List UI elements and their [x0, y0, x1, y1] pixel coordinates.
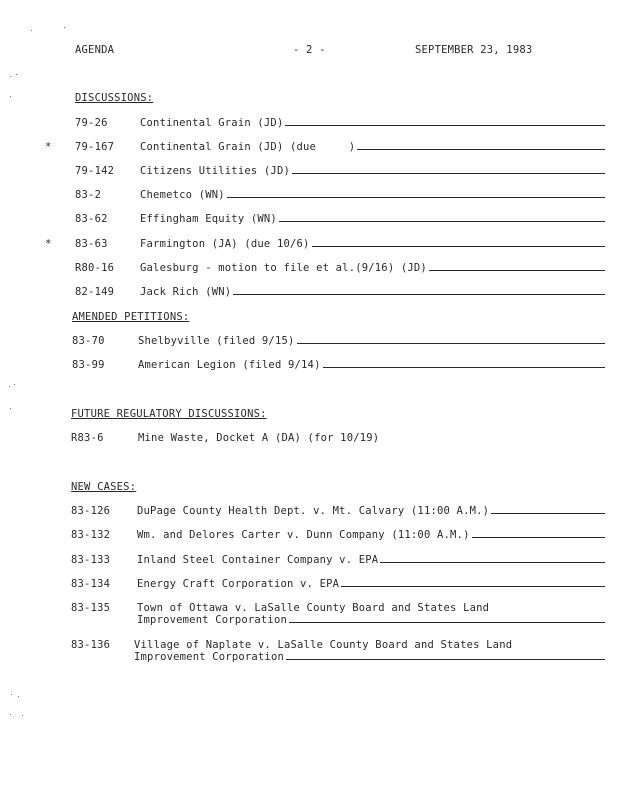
item-text: Continental Grain (JD) — [140, 117, 284, 129]
docket-number: 83-132 — [71, 529, 111, 541]
list-item — [0, 335, 618, 351]
section-title-discussions: DISCUSSIONS: — [75, 92, 154, 104]
docket-number: 79-26 — [75, 117, 108, 129]
item-text: Citizens Utilities (JD) — [140, 165, 290, 177]
item-text: American Legion (filed 9/14) — [138, 359, 321, 371]
scan-speck — [11, 694, 12, 695]
item-text: Continental Grain (JD) (due ) — [140, 141, 356, 153]
list-item — [0, 529, 618, 545]
scan-speck — [14, 384, 15, 385]
header-date: SEPTEMBER 23, 1983 — [415, 44, 533, 56]
docket-number: 83-99 — [72, 359, 105, 371]
blank-line — [297, 342, 605, 344]
list-item — [0, 189, 618, 205]
priority-marker: * — [45, 141, 52, 153]
docket-number: 83-126 — [71, 505, 111, 517]
docket-number: 83-62 — [75, 213, 108, 225]
item-text-continued: Improvement Corporation — [137, 614, 287, 626]
docket-number: 79-167 — [75, 141, 115, 153]
scan-speck — [31, 30, 32, 31]
blank-line — [312, 245, 605, 247]
docket-number: 79-142 — [75, 165, 115, 177]
blank-line — [286, 658, 605, 660]
blank-line — [429, 269, 605, 271]
item-text: Town of Ottawa v. LaSalle County Board and States Land — [137, 602, 490, 614]
blank-line — [233, 293, 605, 295]
docket-number: 83-135 — [71, 602, 111, 614]
list-item — [0, 262, 618, 278]
blank-line — [292, 172, 605, 174]
scan-speck — [9, 386, 10, 387]
section-title-new-cases: NEW CASES: — [71, 481, 137, 493]
scan-speck — [22, 715, 23, 716]
section-title-future-regulatory: FUTURE REGULATORY DISCUSSIONS: — [71, 408, 267, 420]
scan-speck — [10, 714, 11, 715]
scan-speck — [18, 696, 19, 697]
docket-number: 83-136 — [71, 639, 111, 651]
item-text: Chemetco (WN) — [140, 189, 225, 201]
list-item — [0, 238, 618, 254]
scan-speck — [10, 96, 11, 97]
docket-number: 83-70 — [72, 335, 105, 347]
docket-number: R83-6 — [71, 432, 104, 444]
list-item — [0, 578, 618, 594]
blank-line — [380, 561, 605, 563]
list-item — [0, 286, 618, 302]
list-item — [0, 213, 618, 229]
blank-line — [341, 585, 605, 587]
item-text: Village of Naplate v. LaSalle County Board and States Land — [134, 639, 513, 651]
header-page-number: - 2 - — [293, 44, 326, 56]
priority-marker: * — [45, 238, 52, 250]
blank-line — [279, 220, 605, 222]
item-text: DuPage County Health Dept. v. Mt. Calvary (11:00 A.M.) — [137, 505, 490, 517]
item-text: Wm. and Delores Carter v. Dunn Company (11:00 A.M.) — [137, 529, 470, 541]
scan-speck — [64, 27, 65, 28]
blank-line — [289, 621, 605, 623]
header-left: AGENDA — [75, 44, 115, 56]
blank-line — [491, 512, 605, 514]
blank-line — [472, 536, 605, 538]
list-item — [0, 505, 618, 521]
item-text-continued: Improvement Corporation — [134, 651, 284, 663]
section-title-amended-petitions: AMENDED PETITIONS: — [72, 311, 190, 323]
docket-number: R80-16 — [75, 262, 115, 274]
scan-speck — [10, 408, 11, 409]
docket-number: 83-134 — [71, 578, 111, 590]
list-item — [0, 141, 618, 157]
blank-line — [227, 196, 605, 198]
item-text: Inland Steel Container Company v. EPA — [137, 554, 379, 566]
scan-speck — [10, 76, 11, 77]
docket-number: 83-2 — [75, 189, 102, 201]
blank-line — [357, 148, 605, 150]
item-text: Energy Craft Corporation v. EPA — [137, 578, 340, 590]
list-item — [0, 639, 618, 669]
list-item — [0, 165, 618, 181]
scan-speck — [16, 74, 17, 75]
docket-number: 83-63 — [75, 238, 108, 250]
list-item — [0, 602, 618, 632]
item-text: Farmington (JA) (due 10/6) — [140, 238, 310, 250]
docket-number: 82-149 — [75, 286, 115, 298]
blank-line — [323, 366, 605, 368]
item-text: Jack Rich (WN) — [140, 286, 232, 298]
item-text: Galesburg - motion to file et al.(9/16) (JD) — [140, 262, 427, 274]
list-item — [0, 117, 618, 133]
item-text: Mine Waste, Docket A (DA) (for 10/19) — [138, 432, 380, 444]
list-item — [0, 432, 618, 448]
list-item — [0, 554, 618, 570]
item-text: Shelbyville (filed 9/15) — [138, 335, 295, 347]
item-text: Effingham Equity (WN) — [140, 213, 277, 225]
list-item — [0, 359, 618, 375]
docket-number: 83-133 — [71, 554, 111, 566]
blank-line — [285, 124, 605, 126]
